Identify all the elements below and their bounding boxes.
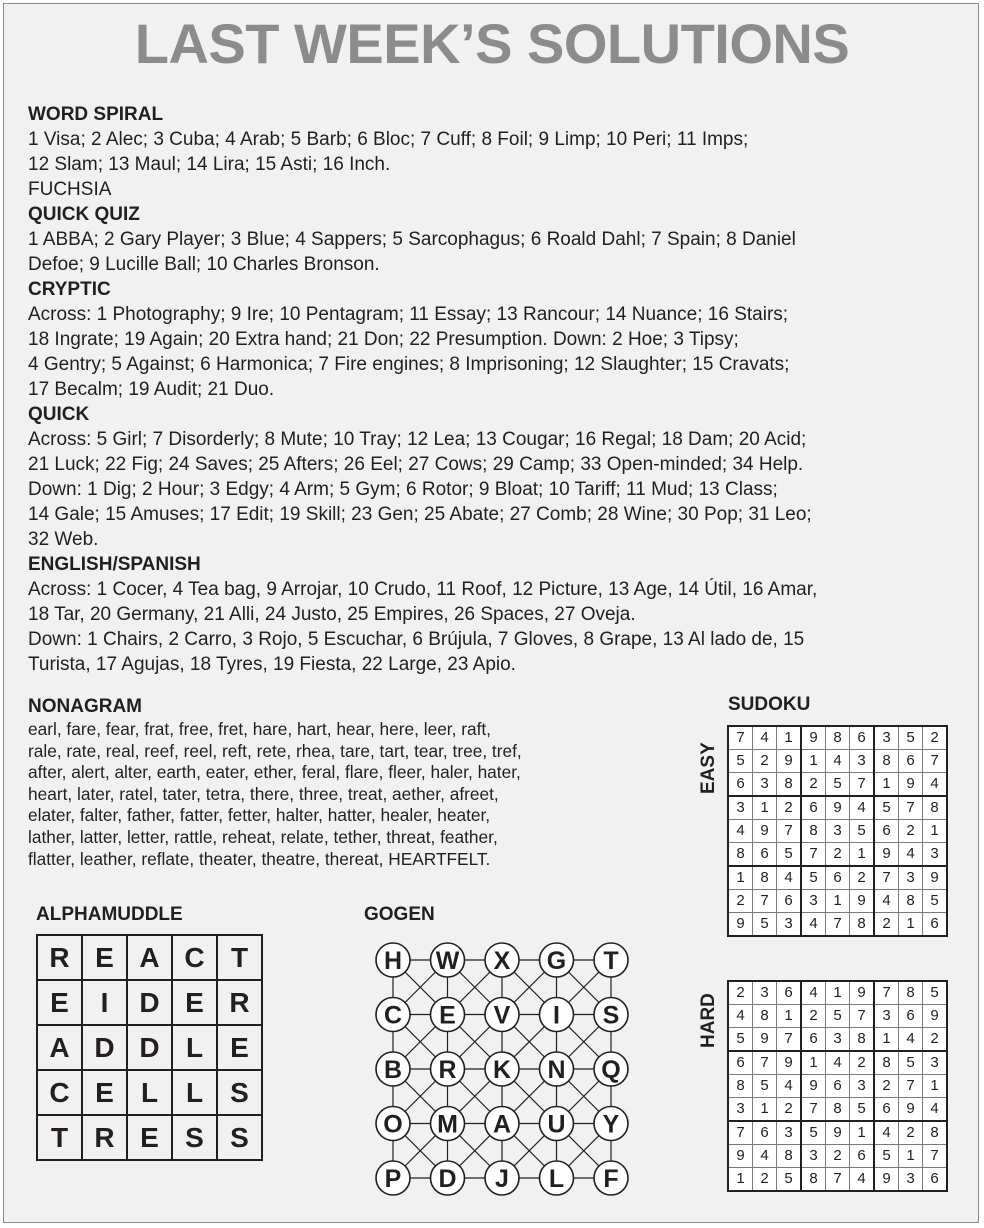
sudoku-cell: 8: [801, 1168, 826, 1192]
sudoku-cell: 1: [923, 820, 948, 843]
sudoku-cell: 9: [850, 890, 875, 913]
sudoku-cell: 1: [923, 1075, 948, 1098]
sudoku-cell: 4: [874, 890, 899, 913]
sudoku-cell: 5: [923, 981, 948, 1005]
solution-line: 1 Visa; 2 Alec; 3 Cuba; 4 Arab; 5 Barb; 6 Bloc; 7 Cuff; 8 Foil; 9 Limp; 10 Peri; 11 Imps;: [28, 129, 749, 150]
gogen-letter: A: [492, 1110, 512, 1139]
alphamuddle-grid: [36, 934, 263, 1161]
sudoku-cell: 3: [777, 913, 802, 937]
sudoku-cell: 2: [850, 866, 875, 890]
sudoku-cell: 8: [826, 1098, 850, 1122]
sudoku-cell: 1: [753, 796, 777, 820]
sudoku-cell: 8: [923, 796, 948, 820]
section-heading: CRYPTIC: [28, 279, 111, 300]
sudoku-cell: 4: [777, 866, 802, 890]
sudoku-cell: 8: [923, 1121, 948, 1145]
sudoku-cell: 3: [728, 1098, 753, 1122]
sudoku-cell: 9: [826, 796, 850, 820]
sudoku-cell: 8: [753, 1005, 777, 1028]
sudoku-cell: 5: [728, 1028, 753, 1052]
sudoku-cell: 2: [874, 913, 899, 937]
sudoku-cell: 4: [801, 913, 826, 937]
gogen-letter: R: [438, 1056, 457, 1084]
sudoku-cell: 2: [850, 1051, 875, 1075]
sudoku-cell: 5: [777, 843, 802, 867]
sudoku-cell: 2: [899, 820, 923, 843]
sudoku-cell: 2: [753, 1168, 777, 1192]
solution-line: Across: 1 Photography; 9 Ire; 10 Pentagram; 11 Essay; 13 Rancour; 14 Nuance; 16 Stairs;: [28, 304, 789, 325]
sudoku-cell: 9: [850, 981, 875, 1005]
sudoku-cell: 9: [899, 1098, 923, 1122]
sudoku-cell: 4: [728, 1005, 753, 1028]
gogen-letter: O: [383, 1110, 403, 1139]
sudoku-cell: 4: [753, 1145, 777, 1168]
sudoku-cell: 2: [728, 890, 753, 913]
solution-line: 1 ABBA; 2 Gary Player; 3 Blue; 4 Sappers; 5 Sarcophagus; 6 Roald Dahl; 7 Spain; 8 Daniel: [28, 229, 796, 250]
sudoku-cell: 8: [777, 773, 802, 797]
sudoku-cell: 6: [753, 1121, 777, 1145]
sudoku-cell: 6: [826, 1075, 850, 1098]
sudoku-cell: 9: [777, 750, 802, 773]
alphamuddle-cell: S: [172, 1115, 217, 1160]
sudoku-cell: 3: [777, 1121, 802, 1145]
solution-line: Across: 5 Girl; 7 Disorderly; 8 Mute; 10 Tray; 12 Lea; 13 Cougar; 16 Regal; 18 Dam; 20 Acid;: [28, 429, 807, 450]
sudoku-cell: 7: [777, 820, 802, 843]
sudoku-cell: 2: [923, 726, 948, 750]
sudoku-cell: 4: [899, 843, 923, 867]
sudoku-cell: 7: [923, 1145, 948, 1168]
sudoku-cell: 2: [874, 1075, 899, 1098]
nonagram-section: [28, 694, 678, 870]
gogen-letter: B: [383, 1056, 403, 1084]
alphamuddle-cell: D: [82, 1025, 127, 1070]
sudoku-easy-grid: [727, 725, 948, 937]
gogen-letter: I: [553, 1001, 560, 1030]
sudoku-cell: 7: [874, 866, 899, 890]
sudoku-cell: 6: [923, 913, 948, 937]
alphamuddle-heading: ALPHAMUDDLE: [36, 904, 183, 925]
sudoku-cell: 3: [801, 1145, 826, 1168]
gogen-letter: H: [383, 947, 403, 975]
sudoku-cell: 5: [899, 726, 923, 750]
sudoku-cell: 4: [923, 1098, 948, 1122]
sudoku-cell: 6: [801, 796, 826, 820]
sudoku-cell: 6: [801, 1028, 826, 1052]
solution-line: 21 Luck; 22 Fig; 24 Saves; 25 Afters; 26 Eel; 27 Cows; 29 Camp; 33 Open-minded; 34 Help.: [28, 454, 804, 475]
nonagram-line: rale, rate, real, reef, reel, reft, rete, rhea, tare, tart, tear, tree, tref,: [28, 740, 522, 761]
sudoku-cell: 4: [923, 773, 948, 797]
sudoku-cell: 3: [874, 726, 899, 750]
solution-line: Down: 1 Dig; 2 Hour; 3 Edgy; 4 Arm; 5 Gym; 6 Rotor; 9 Bloat; 10 Tariff; 11 Mud; 13 Class;: [28, 479, 778, 500]
alphamuddle-cell: L: [127, 1070, 172, 1115]
gogen-letter: P: [384, 1165, 402, 1193]
section-heading: QUICK: [28, 404, 90, 425]
sudoku-cell: 6: [850, 726, 875, 750]
nonagram-line: earl, fare, fear, frat, free, fret, hare, hart, hear, here, leer, raft,: [28, 719, 491, 739]
solution-line: 18 Ingrate; 19 Again; 20 Extra hand; 21 Don; 22 Presumption. Down: 2 Hoe; 3 Tipsy;: [28, 329, 739, 350]
sudoku-cell: 8: [777, 1145, 802, 1168]
gogen-letter: W: [435, 947, 460, 975]
sudoku-cell: 8: [850, 913, 875, 937]
sudoku-cell: 6: [728, 1051, 753, 1075]
solution-line: Across: 1 Cocer, 4 Tea bag, 9 Arrojar, 10 Crudo, 11 Roof, 12 Picture, 13 Age, 14 Útil, 16 Amar,: [28, 579, 818, 600]
alphamuddle-cell: D: [127, 980, 172, 1025]
sudoku-cell: 4: [826, 750, 850, 773]
sudoku-cell: 5: [753, 1075, 777, 1098]
sudoku-cell: 9: [874, 843, 899, 867]
sudoku-cell: 2: [923, 1028, 948, 1052]
sudoku-cell: 4: [826, 1051, 850, 1075]
sudoku-cell: 1: [899, 1145, 923, 1168]
sudoku-cell: 1: [899, 913, 923, 937]
alphamuddle-cell: I: [82, 980, 127, 1025]
sudoku-cell: 9: [801, 726, 826, 750]
solution-line: Down: 1 Chairs, 2 Carro, 3 Rojo, 5 Escuchar, 6 Brújula, 7 Gloves, 8 Grape, 13 Al lado de, 15: [28, 629, 805, 650]
sudoku-cell: 5: [874, 1145, 899, 1168]
sudoku-cell: 8: [728, 843, 753, 867]
sudoku-cell: 9: [753, 1028, 777, 1052]
alphamuddle-cell: C: [37, 1070, 82, 1115]
alphamuddle-cell: R: [82, 1115, 127, 1160]
alphamuddle-cell: D: [127, 1025, 172, 1070]
sudoku-cell: 2: [801, 1005, 826, 1028]
sudoku-cell: 1: [826, 981, 850, 1005]
sudoku-cell: 1: [874, 1028, 899, 1052]
sudoku-cell: 7: [850, 1005, 875, 1028]
solution-line: 12 Slam; 13 Maul; 14 Lira; 15 Asti; 16 Inch.: [28, 154, 391, 175]
alphamuddle-cell: L: [172, 1070, 217, 1115]
sudoku-cell: 7: [874, 981, 899, 1005]
gogen-letter: T: [603, 947, 619, 975]
nonagram-line: elater, falter, father, fatter, fetter, halter, hatter, healer, heater,: [28, 805, 491, 826]
page-title: LAST WEEK’S SOLUTIONS: [134, 12, 850, 75]
sudoku-cell: 9: [923, 866, 948, 890]
sudoku-cell: 6: [899, 1005, 923, 1028]
sudoku-cell: 6: [826, 866, 850, 890]
sudoku-cell: 7: [826, 913, 850, 937]
nonagram-line: flatter, leather, reflate, theater, theatre, thereat, HEARTFELT.: [28, 848, 491, 869]
sudoku-heading: SUDOKU: [728, 694, 811, 715]
sudoku-hard-grid: [727, 980, 948, 1192]
solution-line: 14 Gale; 15 Amuses; 17 Edit; 19 Skill; 23 Gen; 25 Abate; 27 Comb; 28 Wine; 30 Pop; 31 Leo;: [28, 504, 812, 525]
alphamuddle-cell: E: [172, 980, 217, 1025]
sudoku-cell: 8: [899, 890, 923, 913]
sudoku-cell: 9: [753, 820, 777, 843]
sudoku-cell: 8: [753, 866, 777, 890]
sudoku-cell: 3: [753, 981, 777, 1005]
gogen-letter: E: [439, 1001, 456, 1030]
gogen-letter: U: [547, 1110, 566, 1139]
alphamuddle-cell: E: [37, 980, 82, 1025]
nonagram-heading: NONAGRAM: [28, 696, 142, 717]
sudoku-cell: 3: [753, 773, 777, 797]
alphamuddle-cell: E: [127, 1115, 172, 1160]
sudoku-cell: 1: [777, 726, 802, 750]
sudoku-cell: 3: [826, 1028, 850, 1052]
sudoku-cell: 1: [874, 773, 899, 797]
sudoku-cell: 7: [728, 726, 753, 750]
sudoku-cell: 6: [899, 750, 923, 773]
sudoku-cell: 8: [801, 820, 826, 843]
sudoku-cell: 5: [728, 750, 753, 773]
alphamuddle-cell: T: [217, 935, 262, 980]
gogen-letter: V: [493, 1001, 511, 1030]
sudoku-cell: 7: [923, 750, 948, 773]
sudoku-cell: 5: [923, 890, 948, 913]
sudoku-cell: 7: [728, 1121, 753, 1145]
alphamuddle-cell: S: [217, 1115, 262, 1160]
gogen-letter: X: [493, 947, 511, 975]
gogen-heading: GOGEN: [364, 904, 435, 925]
gogen-letter: C: [383, 1001, 403, 1030]
sudoku-cell: 5: [899, 1051, 923, 1075]
sudoku-cell: 7: [899, 1075, 923, 1098]
sudoku-cell: 2: [753, 750, 777, 773]
sudoku-cell: 9: [801, 1075, 826, 1098]
sudoku-cell: 4: [850, 1168, 875, 1192]
sudoku-cell: 3: [826, 820, 850, 843]
solution-line: 18 Tar, 20 Germany, 21 Alli, 24 Justo, 25 Empires, 26 Spaces, 27 Oveja.: [28, 604, 636, 625]
sudoku-cell: 5: [826, 1005, 850, 1028]
sudoku-cell: 6: [874, 1098, 899, 1122]
sudoku-cell: 1: [850, 843, 875, 867]
gogen-letter: J: [495, 1165, 509, 1193]
solution-line: 32 Web.: [28, 529, 99, 550]
sudoku-cell: 4: [753, 726, 777, 750]
alphamuddle-cell: R: [37, 935, 82, 980]
sudoku-cell: 5: [874, 796, 899, 820]
sudoku-cell: 1: [728, 866, 753, 890]
sudoku-cell: 3: [728, 796, 753, 820]
sudoku-cell: 1: [826, 890, 850, 913]
solution-line: Defoe; 9 Lucille Ball; 10 Charles Bronson.: [28, 254, 380, 275]
sudoku-cell: 9: [826, 1121, 850, 1145]
solution-line: 17 Becalm; 19 Audit; 21 Duo.: [28, 379, 275, 400]
sudoku-cell: 4: [899, 1028, 923, 1052]
alphamuddle-cell: A: [37, 1025, 82, 1070]
sudoku-cell: 9: [899, 773, 923, 797]
sudoku-cell: 7: [801, 1098, 826, 1122]
gogen-letter: G: [546, 947, 567, 975]
sudoku-cell: 9: [777, 1051, 802, 1075]
gogen-grid: [360, 932, 640, 1222]
sudoku-cell: 8: [728, 1075, 753, 1098]
sudoku-cell: 3: [923, 1051, 948, 1075]
sudoku-cell: 8: [850, 1028, 875, 1052]
sudoku-cell: 2: [826, 843, 850, 867]
gogen-letter: N: [547, 1056, 566, 1084]
sudoku-cell: 7: [899, 796, 923, 820]
sudoku-cell: 7: [777, 1028, 802, 1052]
sudoku-cell: 2: [899, 1121, 923, 1145]
gogen-letter: Q: [601, 1056, 621, 1084]
solutions-text: [28, 102, 968, 677]
sudoku-cell: 5: [826, 773, 850, 797]
section-heading: ENGLISH/SPANISH: [28, 554, 201, 575]
sudoku-cell: 9: [923, 1005, 948, 1028]
sudoku-easy-label: EASY: [698, 742, 719, 794]
sudoku-cell: 5: [850, 820, 875, 843]
sudoku-cell: 9: [874, 1168, 899, 1192]
alphamuddle-cell: R: [217, 980, 262, 1025]
nonagram-words: [28, 719, 678, 870]
sudoku-cell: 1: [728, 1168, 753, 1192]
sudoku-cell: 8: [899, 981, 923, 1005]
sudoku-cell: 1: [850, 1121, 875, 1145]
sudoku-cell: 7: [753, 890, 777, 913]
sudoku-cell: 6: [777, 890, 802, 913]
alphamuddle-cell: E: [82, 935, 127, 980]
sudoku-cell: 6: [753, 843, 777, 867]
sudoku-cell: 6: [850, 1145, 875, 1168]
sudoku-cell: 8: [874, 750, 899, 773]
alphamuddle-cell: A: [127, 935, 172, 980]
alphamuddle-cell: S: [217, 1070, 262, 1115]
sudoku-cell: 4: [874, 1121, 899, 1145]
nonagram-line: heart, later, ratel, tater, tetra, there, three, treat, aether, afreet,: [28, 783, 499, 804]
sudoku-cell: 7: [826, 1168, 850, 1192]
sudoku-cell: 9: [728, 1145, 753, 1168]
sudoku-cell: 2: [728, 981, 753, 1005]
sudoku-cell: 1: [753, 1098, 777, 1122]
alphamuddle-cell: E: [217, 1025, 262, 1070]
sudoku-cell: 3: [850, 750, 875, 773]
sudoku-cell: 8: [826, 726, 850, 750]
gogen-letter: D: [438, 1165, 457, 1193]
gogen-letter: Y: [602, 1110, 620, 1139]
sudoku-cell: 3: [899, 866, 923, 890]
sudoku-cell: 7: [801, 843, 826, 867]
sudoku-cell: 1: [777, 1005, 802, 1028]
sudoku-cell: 7: [850, 773, 875, 797]
sudoku-cell: 2: [777, 1098, 802, 1122]
sudoku-cell: 3: [801, 890, 826, 913]
section-heading: WORD SPIRAL: [28, 104, 164, 125]
sudoku-cell: 8: [874, 1051, 899, 1075]
sudoku-cell: 4: [777, 1075, 802, 1098]
sudoku-cell: 5: [753, 913, 777, 937]
sudoku-cell: 5: [850, 1098, 875, 1122]
sudoku-cell: 2: [777, 796, 802, 820]
sudoku-cell: 2: [826, 1145, 850, 1168]
gogen-letter: L: [548, 1165, 565, 1193]
nonagram-line: lather, latter, letter, rattle, reheat, relate, tether, threat, feather,: [28, 826, 498, 847]
sudoku-hard-label: HARD: [698, 993, 719, 1048]
sudoku-cell: 6: [777, 981, 802, 1005]
section-heading: QUICK QUIZ: [28, 204, 140, 225]
sudoku-cell: 4: [801, 981, 826, 1005]
sudoku-cell: 3: [850, 1075, 875, 1098]
solution-line: FUCHSIA: [28, 179, 112, 200]
sudoku-cell: 1: [801, 750, 826, 773]
sudoku-cell: 5: [801, 1121, 826, 1145]
nonagram-line: after, alert, alter, earth, eater, ether, feral, flare, fleer, haler, hater,: [28, 762, 521, 783]
sudoku-cell: 4: [728, 820, 753, 843]
sudoku-cell: 6: [923, 1168, 948, 1192]
gogen-letter: S: [602, 1001, 620, 1030]
gogen-letter: K: [492, 1056, 512, 1084]
sudoku-cell: 6: [874, 820, 899, 843]
sudoku-cell: 3: [874, 1005, 899, 1028]
sudoku-cell: 9: [728, 913, 753, 937]
sudoku-cell: 3: [923, 843, 948, 867]
gogen-letter: M: [437, 1110, 458, 1139]
sudoku-cell: 1: [801, 1051, 826, 1075]
alphamuddle-cell: T: [37, 1115, 82, 1160]
sudoku-cell: 5: [777, 1168, 802, 1192]
sudoku-cell: 5: [801, 866, 826, 890]
solution-line: 4 Gentry; 5 Against; 6 Harmonica; 7 Fire engines; 8 Imprisoning; 12 Slaughter; 15 Cravats;: [28, 354, 790, 375]
sudoku-cell: 6: [728, 773, 753, 797]
solution-line: Turista, 17 Agujas, 18 Tyres, 19 Fiesta, 22 Large, 23 Apio.: [28, 654, 516, 675]
sudoku-cell: 3: [899, 1168, 923, 1192]
sudoku-cell: 2: [801, 773, 826, 797]
alphamuddle-cell: C: [172, 935, 217, 980]
alphamuddle-cell: L: [172, 1025, 217, 1070]
alphamuddle-cell: E: [82, 1070, 127, 1115]
sudoku-cell: 7: [753, 1051, 777, 1075]
gogen-letter: F: [603, 1165, 619, 1193]
sudoku-cell: 4: [850, 796, 875, 820]
